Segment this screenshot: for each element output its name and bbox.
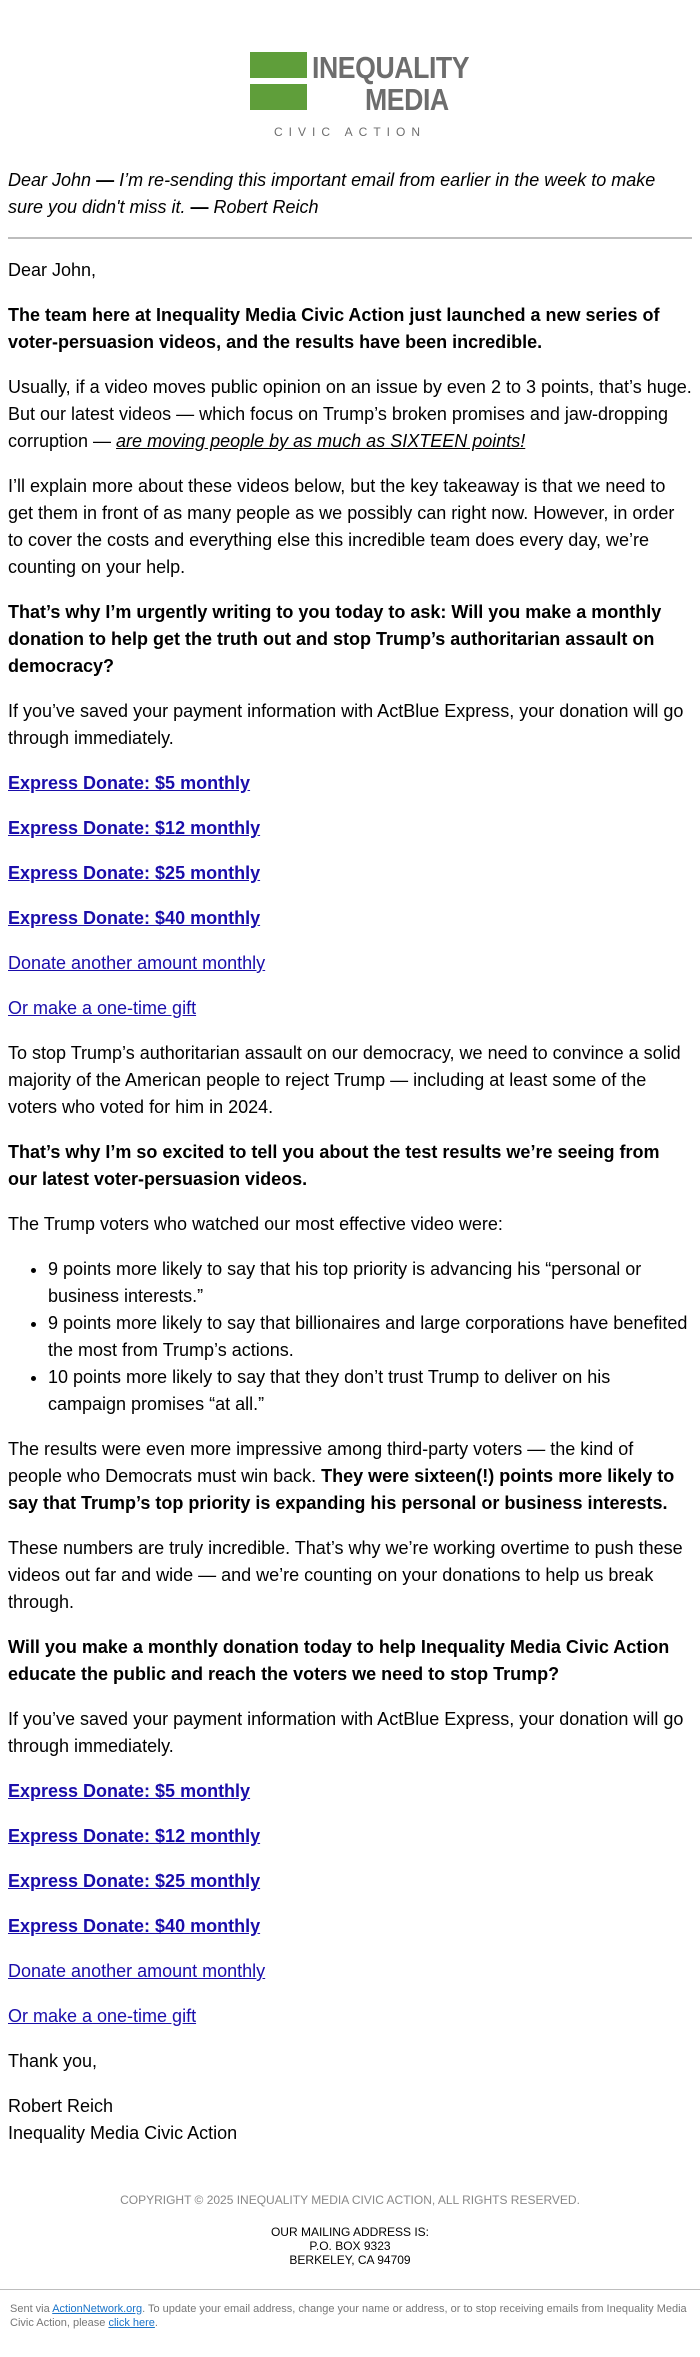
inequality-media-logo[interactable] (250, 50, 470, 143)
sent-via-notice: Sent via ActionNetwork.org. To update your email address, change your name or address, or to stop receiving emails from Inequality Media Civic Action, please click here. (0, 2289, 700, 2330)
express-donate-12-link[interactable]: Express Donate: $12 monthly (8, 818, 261, 838)
logo-word-inequality: INEQUALITY (312, 50, 470, 85)
list-item: • 10 points more likely to say that they don’t trust Trump to deliver on his campaign promises “at all.” (48, 1364, 692, 1418)
unsubscribe-link[interactable]: click here (108, 2317, 155, 2329)
signature: Robert Reich Inequality Media Civic Action (8, 2096, 238, 2143)
paragraph-videos: Usually, if a video moves public opinion on an issue by even 2 to 3 points, that’s huge. But our latest videos — which focus on Trump’s broken promises and jaw-dropping corruption — are moving people by as much as SIXTEEN points! (8, 377, 692, 451)
list-item: • 9 points more likely to say that billionaires and large corporations have benefited the most from Trump’s actions. (48, 1310, 692, 1364)
list-item: • 9 points more likely to say that his top priority is advancing his “personal or business interests.” (48, 1256, 692, 1310)
copyright: COPYRIGHT © 2025 INEQUALITY MEDIA CIVIC ACTION, ALL RIGHTS RESERVED. (120, 2193, 580, 2207)
thanks: Thank you, (8, 2051, 98, 2071)
express-donate-40-link-2[interactable]: Express Donate: $40 monthly (8, 1916, 261, 1936)
ask-paragraph: That’s why I’m urgently writing to you today to ask: Will you make a monthly donation to help get the truth out and stop Trump’s authoritarian assault on democracy? (8, 602, 662, 676)
lead-paragraph: The team here at Inequality Media Civic Action just launched a new series of voter-persuasion videos, and the results have been incredible. (8, 305, 660, 352)
paragraph-trump-voters: The Trump voters who watched our most effective video were: (8, 1214, 503, 1234)
resend-note: Dear John — I’m re-sending this important email from earlier in the week to make sure you didn't miss it. — Robert Reich (8, 170, 656, 217)
express-donate-5-link-2[interactable]: Express Donate: $5 monthly (8, 1781, 251, 1801)
express-donate-40-link[interactable]: Express Donate: $40 monthly (8, 908, 261, 928)
paragraph-majority: To stop Trump’s authoritarian assault on our democracy, we need to convince a solid majority of the American people to reject Trump — including at least some of the voters who voted for him in 2024. (8, 1043, 681, 1117)
logo-header (8, 0, 692, 143)
express-donate-12-link-2[interactable]: Express Donate: $12 monthly (8, 1826, 261, 1846)
one-time-gift-link[interactable]: Or make a one-time gift (8, 998, 197, 1018)
express-donate-25-link[interactable]: Express Donate: $25 monthly (8, 863, 261, 883)
paragraph-numbers: These numbers are truly incredible. That’s why we’re working overtime to push these videos out far and wide — and we’re counting on your donations to help us break through. (8, 1538, 683, 1612)
results-list (8, 1256, 692, 1418)
actionnetwork-link[interactable]: ActionNetwork.org (52, 2303, 143, 2315)
footer (8, 2193, 692, 2267)
ask-paragraph-2: Will you make a monthly donation today to help Inequality Media Civic Action educate the public and reach the voters we need to stop Trump? (8, 1637, 670, 1684)
paragraph-results-intro: That’s why I’m so excited to tell you about the test results we’re seeing from our latest voter-persuasion videos. (8, 1142, 660, 1189)
mailing-address: OUR MAILING ADDRESS IS: P.O. BOX 9323 BERKELEY, CA 94709 (270, 2225, 430, 2267)
email-body (8, 257, 692, 2147)
paragraph-third-party: The results were even more impressive among third-party voters — the kind of people who Democrats must win back. They were sixteen(!) points more likely to say that Trump’s top priority is expanding his personal or business interests. (8, 1439, 675, 1513)
logo-word-media: MEDIA (365, 82, 449, 117)
actblue-note-2: If you’ve saved your payment information with ActBlue Express, your donation will go through immediately. (8, 1709, 684, 1756)
express-donate-25-link-2[interactable]: Express Donate: $25 monthly (8, 1871, 261, 1891)
logo-subtitle: CIVIC ACTION (273, 125, 426, 139)
greeting: Dear John, (8, 260, 97, 280)
logo-bar-top (250, 52, 307, 78)
logo-bar-bottom (250, 84, 307, 110)
donate-other-amount-link[interactable]: Donate another amount monthly (8, 953, 266, 973)
paragraph-takeaway: I’ll explain more about these videos below, but the key takeaway is that we need to get them in front of as many people as we possibly can right now. However, in order to cover the costs and everything else this incredible team does every day, we’re counting on your help. (8, 476, 675, 577)
express-donate-5-link[interactable]: Express Donate: $5 monthly (8, 773, 251, 793)
actblue-note: If you’ve saved your payment information with ActBlue Express, your donation will go through immediately. (8, 701, 684, 748)
donate-other-amount-link-2[interactable]: Donate another amount monthly (8, 1961, 266, 1981)
one-time-gift-link-2[interactable]: Or make a one-time gift (8, 2006, 197, 2026)
divider (8, 237, 692, 239)
